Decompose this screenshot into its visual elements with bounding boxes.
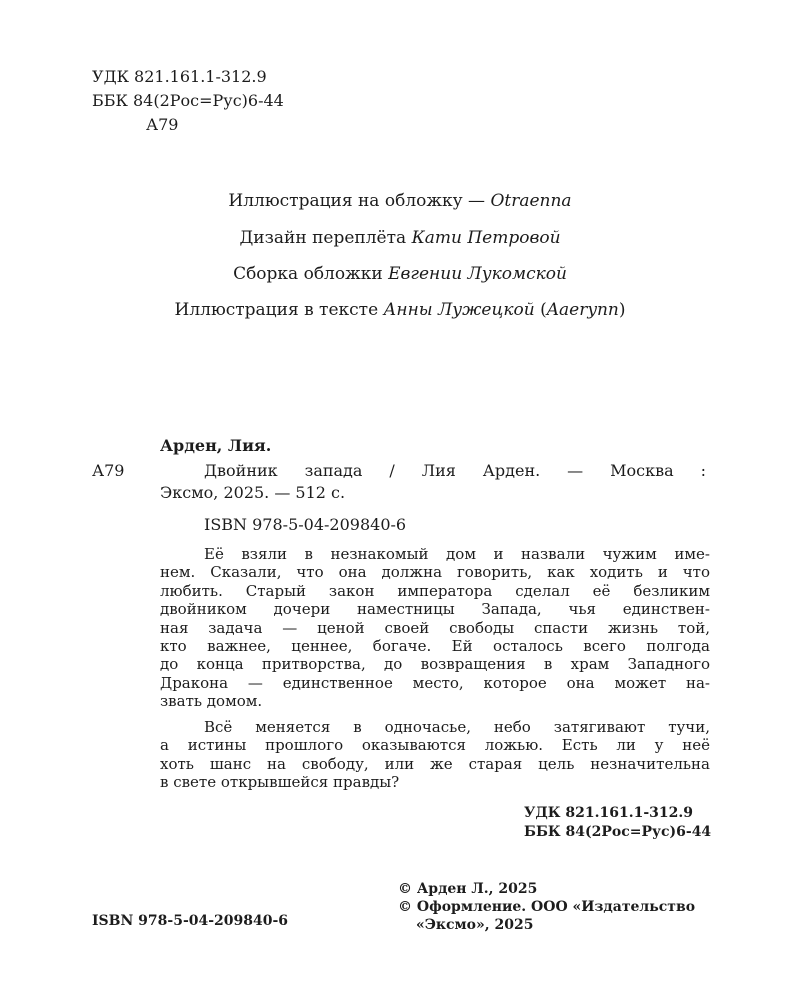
credit-name: Кати Петровой [411,228,561,248]
annotation-line: Всё меняется в одночасье, небо затягивают тучи, [204,718,710,736]
annotation-line: хоть шанс на свободу, или же старая цель незначительна [160,754,710,773]
credit-role: Иллюстрация в тексте [174,300,384,320]
credit-text-illustration [0,299,800,321]
copyright-design-line2: «Эксмо», 2025 [416,917,534,933]
annotation-line: Дракона — единственное место, которое она может на- [160,673,710,692]
footer-isbn: ISBN 978-5-04-209840-6 [92,913,289,929]
credit-alias: Aaerynn [546,300,619,320]
annotation-line: а истины прошлого оказываются ложью. Есть ли у неё [160,736,710,755]
annotation-line: Её взяли в незнакомый дом и назвали чужим име- [204,545,710,563]
annotation-line: нем. Сказали, что она должна говорить, как ходить и что [160,563,710,582]
annotation-paragraph-2 [160,718,710,792]
annotation-line: ная задача — ценой своей свободы спасти жизнь той, [160,618,710,637]
annotation-line: звать домом. [160,692,263,711]
annotation-line: кто важнее, ценнее, богаче. Ей осталось всего полгода [160,637,710,656]
annotation-line: двойником дочери наместницы Запада, чья единствен- [160,600,710,619]
copyright-author: © Арден Л., 2025 [398,881,538,897]
annotation-line: в свете открывшейся правды? [160,773,400,792]
footer-bbk-code: ББК 84(2Рос=Рус)6-44 [524,824,712,840]
credit-name: Otraenna [490,191,572,211]
credit-name: Анны Лужецкой [383,300,535,320]
credit-suffix: ( [534,300,547,320]
annotation-line: до конца притворства, до возвращения в храм Западного [160,655,710,674]
credit-cover-illustration [0,190,800,212]
annotation-line: любить. Старый закон императора сделал её безликим [160,581,710,600]
udk-code: УДК 821.161.1-312.9 [92,67,267,86]
credit-role: Дизайн переплёта [239,228,412,248]
credit-name: Евгении Лукомской [388,264,567,284]
credit-close: ) [618,300,626,320]
credit-role: Сборка обложки [233,264,389,284]
credit-role: Иллюстрация на обложку — [228,191,491,211]
catalog-isbn: ISBN 978-5-04-209840-6 [204,515,407,534]
bbk-code: ББК 84(2Рос=Рус)6-44 [92,91,284,110]
copyright-design-line1: © Оформление. ООО «Издательство [398,899,696,915]
credit-cover-assembly [0,263,800,285]
catalog-title-line1: Двойник запада / Лия Арден. — Москва : [204,461,706,480]
catalog-mark: А79 [92,461,125,480]
annotation-paragraph-1 [160,545,710,711]
footer-udk-code: УДК 821.161.1-312.9 [524,805,694,821]
credit-binding-design [0,227,800,249]
catalog-title-line2: Эксмо, 2025. — 512 с. [160,483,346,502]
author-mark: А79 [146,115,179,134]
catalog-author-heading: Арден, Лия. [160,436,272,455]
